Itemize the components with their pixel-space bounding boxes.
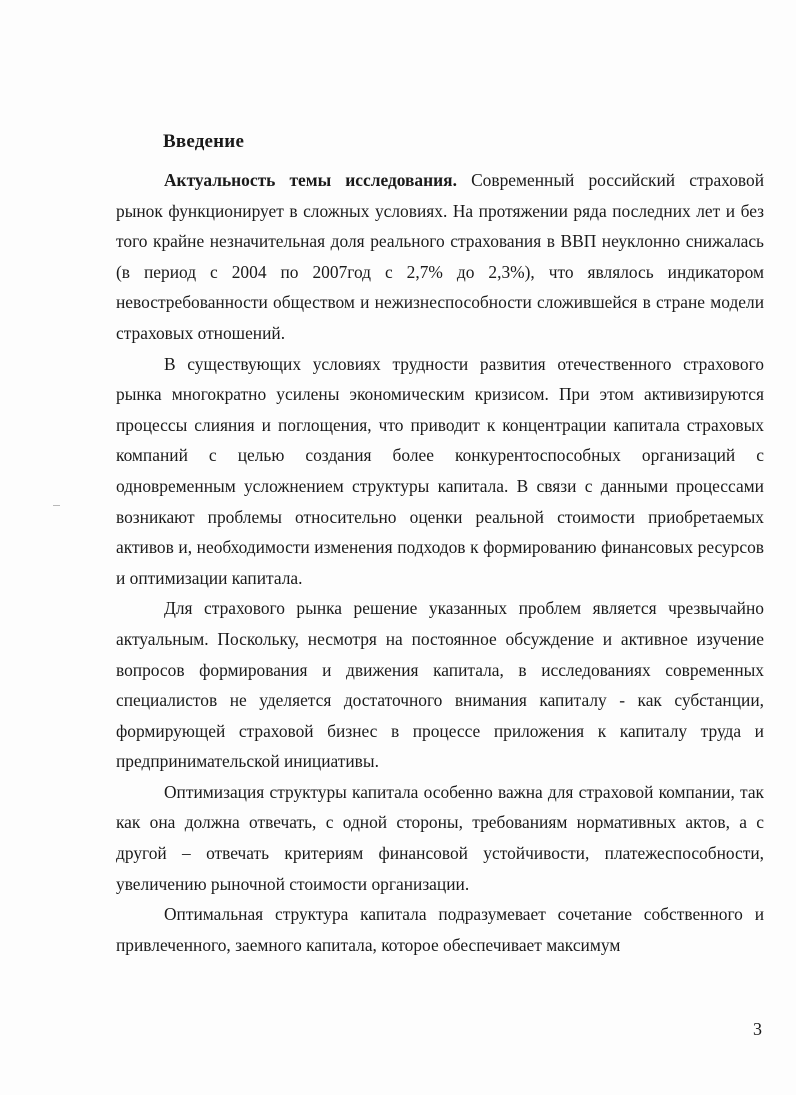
paragraph-optimal-structure: Оптимальная структура капитала подразумевает сочетание собственного и привлеченного, заемного капитала, которое обеспечивает максимум (116, 904, 764, 955)
paragraph-lead: Актуальность темы исследования. (164, 170, 457, 190)
paragraph-relevance (116, 165, 764, 349)
paragraph-optimization: Оптимизация структуры капитала особенно важна для страховой компании, так как она должна отвечать, с одной стороны, требованиям нормативных актов, а с другой – отвечать критериям финансовой устойчивости, платежеспособности, увеличению рыночной стоимости организации. (116, 781, 764, 894)
paragraph-conditions: В существующих условиях трудности развития отечественного страхового рынка многократно усилены экономическим кризисом. При этом активизируются процессы слияния и поглощения, что приводит к концентрации капитала страховых компаний с целью создания более конкурентоспособных организаций с одновременным усложнением структуры капитала. В связи с данными процессами возникают проблемы относительно оценки реальной стоимости приобретаемых активов и, необходимости изменения подходов к формированию финансовых ресурсов и оптимизации капитала. (116, 353, 764, 588)
paragraph-problems: Для страхового рынка решение указанных проблем является чрезвычайно актуальным. Поскольку, несмотря на постоянное обсуждение и активное изучение вопросов формирования и движения капитала, в исследованиях современных специалистов не уделяется достаточного внимания капиталу - как субстанции, формирующей страховой бизнес в процессе приложения к капиталу труда и предпринимательской инициативы. (116, 598, 764, 772)
page-number: 3 (753, 1019, 762, 1039)
paragraph-text: Современный российский страховой рынок функционирует в сложных условиях. На протяжении ряда последних лет и без того крайне незначительная доля реального страхования в ВВП неуклонно снижалась (в период с 2004 по 2007год с 2,7% до 2,3%), что являлось индикатором невостребованности обществом и нежизнеспособности сложившейся в стране модели страховых отношений. (116, 170, 765, 343)
section-heading: Введение (163, 131, 245, 152)
scan-speck (53, 505, 60, 506)
body-text (116, 165, 764, 960)
